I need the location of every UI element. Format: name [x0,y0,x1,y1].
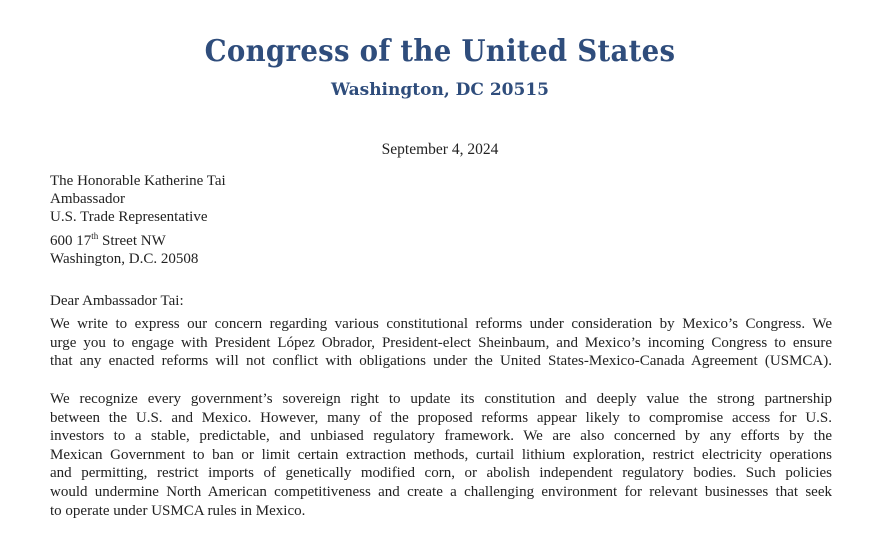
recipient-street [50,227,226,250]
paragraph-2 [50,390,832,520]
letterhead-subtitle: Washington, DC 20515 [331,80,549,100]
recipient-city: Washington, D.C. 20508 [50,250,199,267]
street-number: 600 17 [50,232,92,249]
letterhead-title: Congress of the United States [204,34,676,69]
street-rest: Street NW [98,232,166,249]
recipient-address [50,172,226,268]
recipient-title: Ambassador [50,191,125,208]
paragraph-line: We write to express our concern regarding various constitutional reforms under consideration by Mexico’s Congress. We [50,316,832,332]
paragraph-line: would undermine North American competitiveness and create a challenging environment for relevant businesses that seek [50,483,832,500]
paragraph-line: to operate under USMCA rules in Mexico. [50,502,306,519]
salutation: Dear Ambassador Tai: [50,293,184,309]
letter-date: September 4, 2024 [381,141,499,158]
paragraph-line: that any enacted reforms will not conflict with obligations under the United States-Mexico-Canada Agreement (USMCA). [50,353,832,370]
paragraph-line: and permitting, restrict imports of genetically modified corn, or abolish independent regulatory bodies. Such policies [50,465,832,482]
recipient-office: U.S. Trade Representative [50,209,208,226]
recipient-name: The Honorable Katherine Tai [50,173,226,189]
paragraph-1 [50,315,832,371]
paragraph-line: investors to a stable, predictable, and unbiased regulatory framework. We are also concerned by any efforts by the [50,428,832,445]
paragraph-line: between the U.S. and Mexico. However, many of the proposed reforms appear likely to compromise access for U.S. [50,409,832,426]
paragraph-line: Mexican Government to ban or limit certain extraction methods, curtail lithium exploration, restrict electricity operations [50,446,832,463]
paragraph-line: We recognize every government’s sovereign right to update its constitution and deeply value the strong partnership [50,391,832,407]
paragraph-line: urge you to engage with President López Obrador, President-elect Sheinbaum, and Mexico’s incoming Congress to ensure [50,334,832,351]
street-suffix: th [91,230,99,241]
